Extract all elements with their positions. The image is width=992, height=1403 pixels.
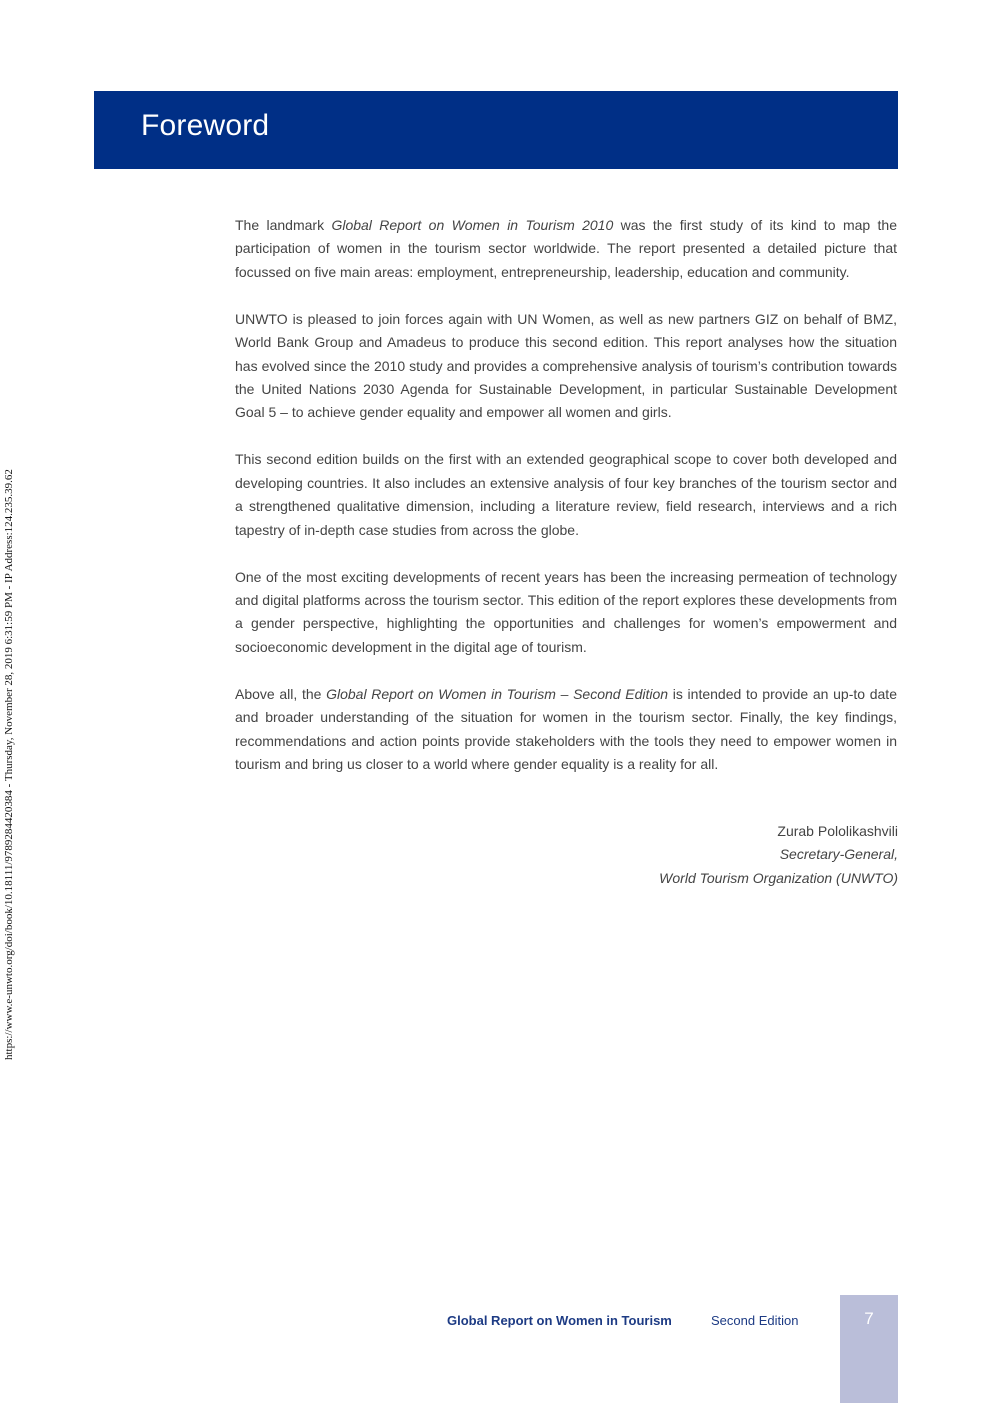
paragraph-1: The landmark Global Report on Women in Tourism 2010 was the first study of its kind to map the participation of women in the tourism sector worldwide. The report presented a detailed picture that focussed on five main areas: employment, entrepreneurship, leadership, education and community. <box>235 217 898 280</box>
page-title: Foreword <box>141 109 270 142</box>
header-banner <box>94 91 898 169</box>
paragraph-5: Above all, the Global Report on Women in Tourism – Second Edition is intended to provide an up-to date and broader understanding of the situation for women in the tourism sector. Finally, the key findings, recommendations and action points provide stakeholders with the tools they need to empower women in tourism and bring us closer to a world where gender equality is a reality for all. <box>235 685 897 773</box>
signatory-name: Zurab Pololikashvili <box>777 823 898 839</box>
page-number: 7 <box>864 1309 874 1328</box>
paragraph-4: One of the most exciting developments of recent years has been the increasing permeation of technology and digital platforms across the tourism sector. This edition of the report explores these developments from a gender perspective, highlighting the opportunities and challenges for women’s empowerment and socioeconomic development in the digital age of tourism. <box>235 568 897 655</box>
foreword-body <box>235 214 897 800</box>
page-number-tab <box>840 1295 898 1403</box>
report-title-2010: Global Report on Women in Tourism 2010 <box>331 217 614 233</box>
paragraph-3: This second edition builds on the first with an extended geographical scope to cover both developed and developing countries. It also includes an extensive analysis of four key branches of the tourism sector and a strengthened qualitative dimension, including a literature review, field research, interviews and a rich tapestry of in-depth case studies from across the globe. <box>235 451 897 538</box>
signature-block <box>560 820 898 890</box>
footer-report-title: Global Report on Women in Tourism <box>447 1313 672 1328</box>
signatory-title: Secretary-General, <box>779 846 898 863</box>
download-watermark: https://www.e-unwto.org/doi/book/10.18111/9789284420384 - Thursday, November 28, 2019 6:31:59 PM - IP Address:124.235.39.62 <box>3 469 15 1060</box>
signatory-organization: World Tourism Organization (UNWTO) <box>659 869 898 886</box>
report-title-second-edition: Global Report on Women in Tourism – Second Edition <box>326 685 669 702</box>
paragraph-2: UNWTO is pleased to join forces again with UN Women, as well as new partners GIZ on behalf of BMZ, World Bank Group and Amadeus to produce this second edition. This report analyses how the situation has evolved since the 2010 study and provides a comprehensive analysis of tourism’s contribution towards the United Nations 2030 Agenda for Sustainable Development, in particular Sustainable Development Goal 5 – to achieve gender equality and empower all women and girls. <box>235 310 897 421</box>
footer-edition: Second Edition <box>711 1313 799 1328</box>
